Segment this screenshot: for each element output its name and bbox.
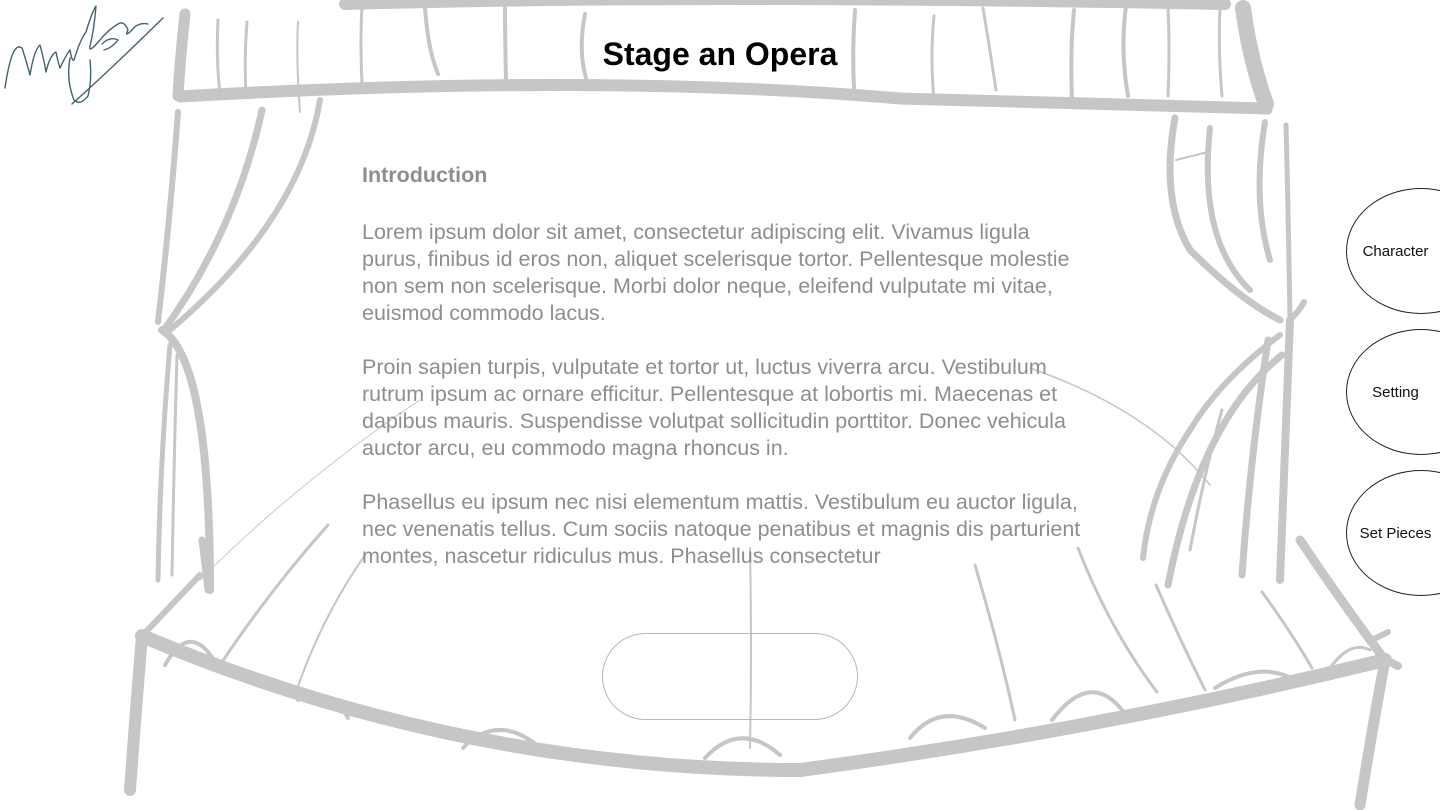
- intro-paragraph: Phasellus eu ipsum nec nisi elementum mattis. Vestibulum eu auctor ligula, nec venenatis tellus. Cum sociis natoque penatibus et magnis dis parturient montes, nascetur ridiculus mus. Phasellus consectetur: [362, 490, 1081, 568]
- page-title: Stage an Opera: [602, 36, 838, 73]
- character-button[interactable]: [1346, 188, 1440, 314]
- character-button-label: Character: [1362, 242, 1429, 260]
- setting-button[interactable]: [1346, 329, 1440, 455]
- introduction-heading: Introduction: [362, 163, 488, 187]
- intro-paragraph: Proin sapien turpis, vulputate et tortor ut, luctus viverra arcu. Vestibulum rutrum ipsum ac ornare efficitur. Pellentesque at lobortis mi. Maecenas et dapibus mauris. Suspendisse volutpat sollicitudin porttitor. Donec vehicula auctor arcu, eu commodo magna rhoncus in.: [362, 355, 1066, 460]
- center-pill-button[interactable]: [602, 633, 858, 720]
- setting-button-label: Setting: [1372, 383, 1419, 401]
- set-pieces-button[interactable]: [1346, 470, 1440, 596]
- intro-paragraph: Lorem ipsum dolor sit amet, consectetur adipiscing elit. Vivamus ligula purus, finibus id eros non, aliquet scelerisque tortor. Pellentesque molestie non sem non scelerisque. Morbi dolor neque, eleifend vulputate mi vitae, euismod commodo lacus.: [362, 220, 1070, 325]
- set-pieces-button-label: Set Pieces: [1359, 524, 1432, 542]
- introduction-section: [362, 158, 1092, 597]
